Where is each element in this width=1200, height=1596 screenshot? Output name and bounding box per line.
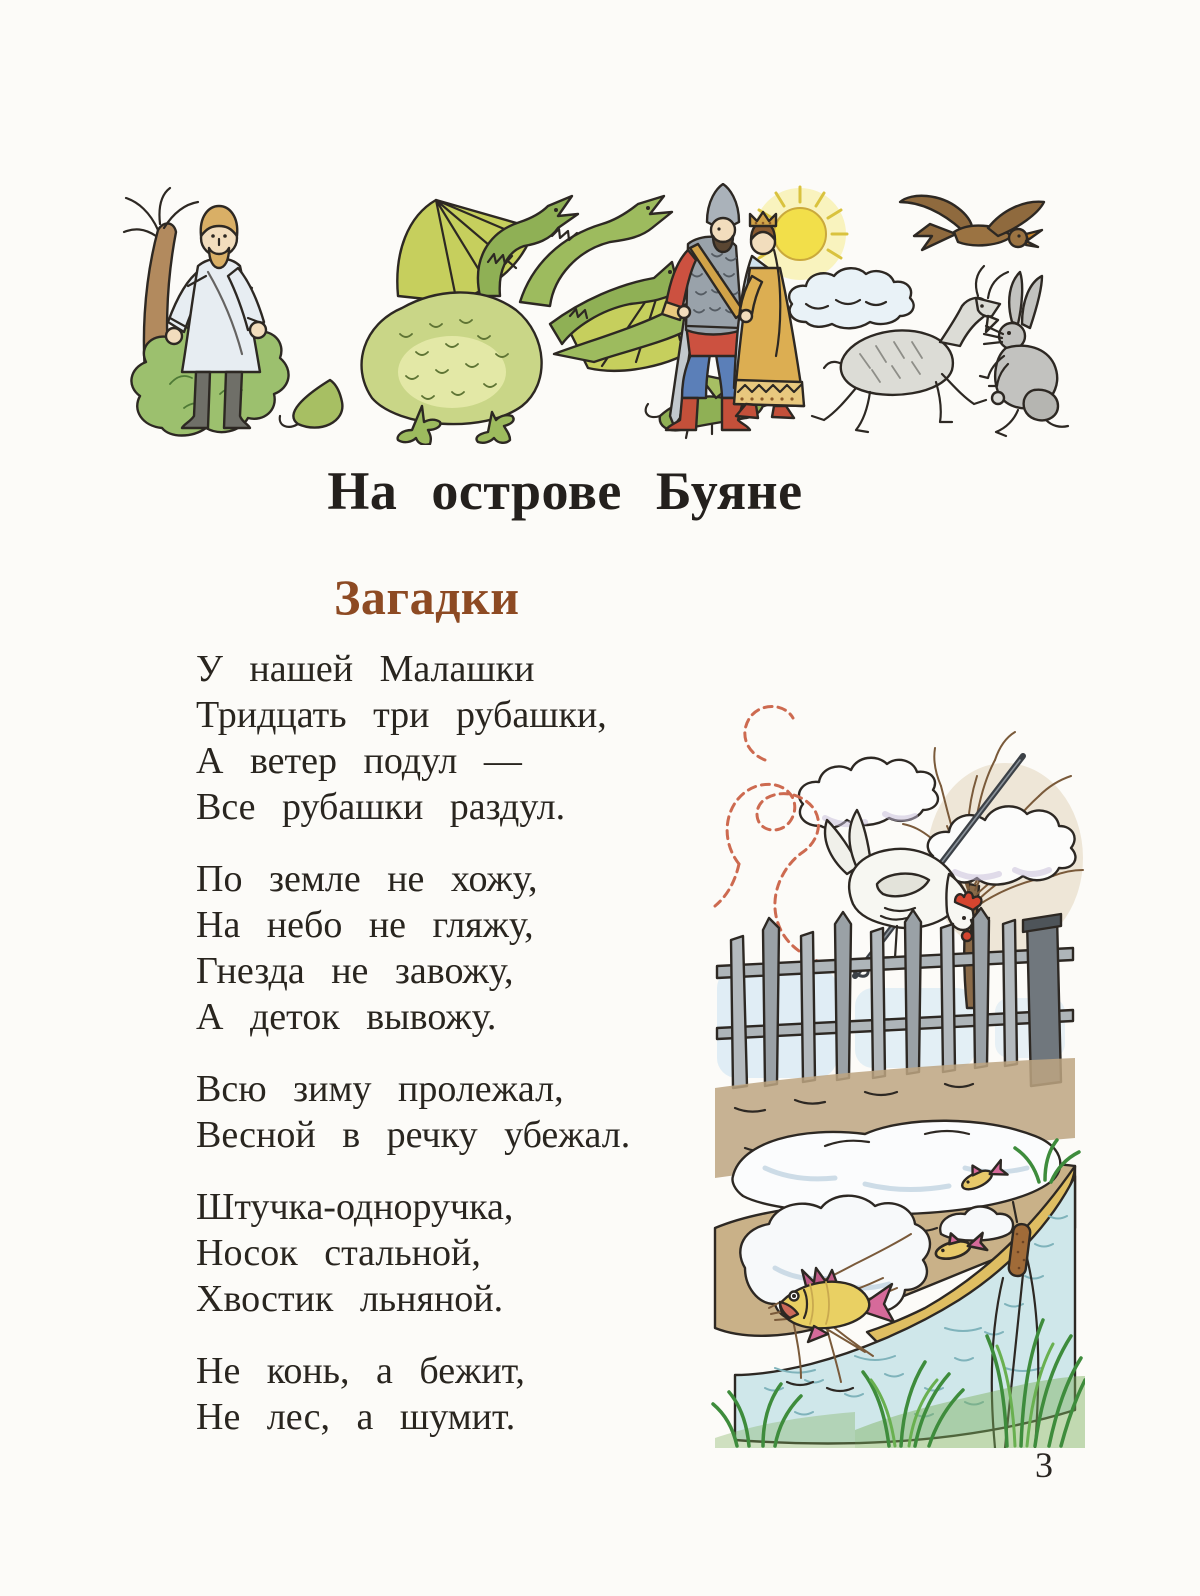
riddle-line: Носок стальной, [196,1232,481,1274]
riddle-line: Гнезда не завожу, [196,950,514,992]
riddle-line: По земле не хожу, [196,858,538,900]
page-title: На острове Буяне [327,461,803,521]
riddle-line: А деток вывожу. [196,996,497,1038]
riddle-line: Не лес, а шумит. [196,1396,516,1438]
riddle-line: Всю зиму пролежал, [196,1068,564,1110]
riddle-stanza [196,1348,756,1440]
riddle-line: Штучка-одноручка, [196,1186,514,1228]
page-number: 3 [1035,1445,1053,1485]
section-heading: Загадки [334,569,520,625]
riddle-line: Тридцать три рубашки, [196,694,607,736]
header-illustration [100,183,1080,445]
riddle-line: А ветер подул — [196,740,522,782]
riddle-stanza [196,1184,756,1322]
side-illustration [705,668,1085,1448]
riddle-line: На небо не гляжу, [196,904,534,946]
riddle-stanza [196,856,756,1040]
riddle-stanza [196,1066,756,1158]
riddle-stanza [196,646,756,830]
riddle-line: Все рубашки раздул. [196,786,566,828]
riddle-line: Хвостик льняной. [196,1278,504,1320]
riddle-line: У нашей Малашки [196,648,535,690]
riddle-line: Не конь, а бежит, [196,1350,525,1392]
riddles-column [196,646,756,1466]
riddle-line: Весной в речку убежал. [196,1114,631,1156]
bird [900,196,1044,250]
hare [980,272,1068,436]
peasant-with-tree [124,188,289,436]
